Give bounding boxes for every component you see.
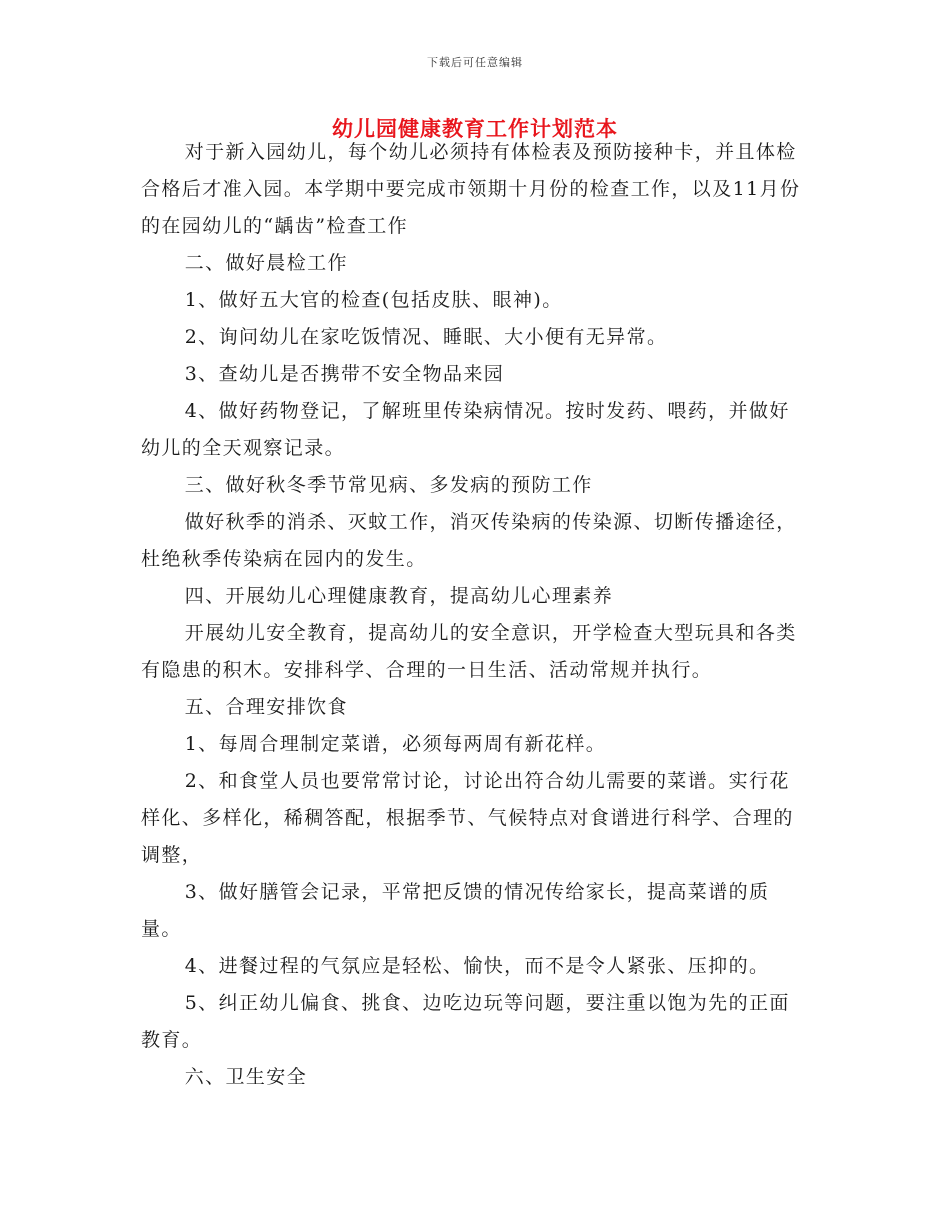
document-body xyxy=(141,134,809,1096)
list-item: 1、每周合理制定菜谱，必须每两周有新花样。 xyxy=(184,733,607,755)
list-item: 2、询问幼儿在家吃饭情况、睡眠、大小便有无异常。 xyxy=(184,326,668,348)
paragraph-intro: 对于新入园幼儿，每个幼儿必须持有体检表及预防接种卡，并且体检合格后才准入园。本学期中要完成市领期十月份的检查工作，以及11月份的在园幼儿的“龋齿”检查工作 xyxy=(141,141,801,237)
section-heading-6: 六、卫生安全 xyxy=(184,1066,308,1088)
list-item: 5、纠正幼儿偏食、挑食、边吃边玩等问题，要注重以饱为先的正面教育。 xyxy=(141,992,790,1051)
list-item: 3、做好膳管会记录，平常把反馈的情况传给家长，提高菜谱的质量。 xyxy=(141,881,770,940)
list-item: 3、查幼儿是否携带不安全物品来园 xyxy=(184,363,505,385)
list-item: 2、和食堂人员也要常常讨论，讨论出符合幼儿需要的菜谱。实行花样化、多样化，稀稠答配，根据季节、气候特点对食谱进行科学、合理的调整， xyxy=(141,770,794,866)
list-item: 1、做好五大官的检查(包括皮肤、眼神)。 xyxy=(184,289,563,311)
section-heading-2: 二、做好晨检工作 xyxy=(184,252,348,274)
document-title: 幼儿园健康教育工作计划范本 xyxy=(332,116,618,141)
paragraph: 开展幼儿安全教育，提高幼儿的安全意识，开学检查大型玩具和各类有隐患的积木。安排科学、合理的一日生活、活动常规并执行。 xyxy=(141,622,797,681)
section-heading-3: 三、做好秋冬季节常见病、多发病的预防工作 xyxy=(184,474,593,496)
header-note: 下载后可任意编辑 xyxy=(427,56,523,69)
section-heading-5: 五、合理安排饮食 xyxy=(184,696,348,718)
list-item: 4、做好药物登记，了解班里传染病情况。按时发药、喂药，并做好幼儿的全天观察记录。 xyxy=(141,400,790,459)
list-item: 4、进餐过程的气氛应是轻松、愉快，而不是令人紧张、压抑的。 xyxy=(184,955,770,977)
section-heading-4: 四、开展幼儿心理健康教育，提高幼儿心理素养 xyxy=(184,585,614,607)
paragraph: 做好秋季的消杀、灭蚊工作，消灭传染病的传染源、切断传播途径，杜绝秋季传染病在园内的发生。 xyxy=(141,511,797,570)
